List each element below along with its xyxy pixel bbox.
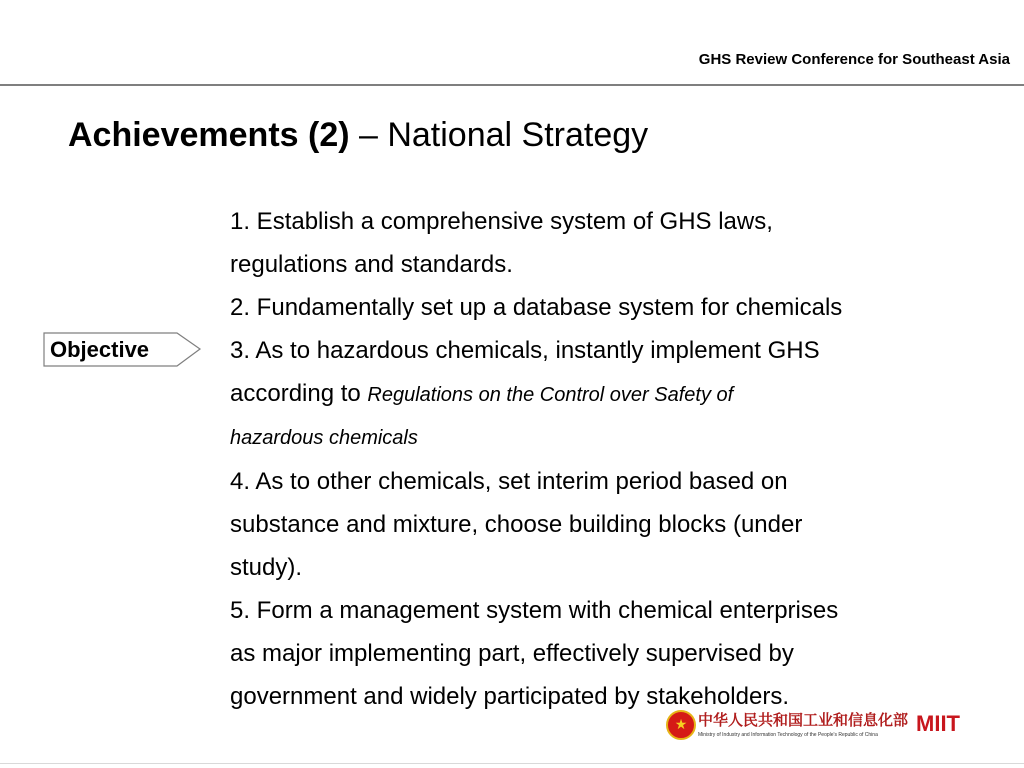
item-5-line-3: government and widely participated by stakeholders. <box>230 683 789 710</box>
slide-title-rest: – National Strategy <box>349 116 649 154</box>
header-divider <box>0 84 1024 86</box>
regulation-title-part-2: hazardous chemicals <box>230 427 418 449</box>
objective-label: Objective <box>50 337 150 362</box>
item-2: 2. Fundamentally set up a database system for chemicals <box>230 294 843 321</box>
item-4-line-2: substance and mixture, choose building blocks (under <box>230 511 803 538</box>
slide-title <box>68 111 648 159</box>
regulation-title-part-1: Regulations on the Control over Safety of <box>367 384 734 406</box>
miit-logo <box>666 709 986 747</box>
objective-content <box>230 200 1010 718</box>
item-5-line-2: as major implementing part, effectively supervised by <box>230 640 794 667</box>
ministry-name-english: Ministry of Industry and Information Technology of the People's Republic of China <box>698 732 878 738</box>
item-3-line-1: 3. As to hazardous chemicals, instantly implement GHS <box>230 337 820 364</box>
item-4-line-1: 4. As to other chemicals, set interim period based on <box>230 468 788 495</box>
item-3-line-2 <box>230 372 1010 417</box>
item-3-prefix: according to <box>230 380 368 407</box>
ministry-name-chinese: 中华人民共和国工业和信息化部 <box>698 711 909 729</box>
national-emblem-icon: ★ <box>666 710 696 740</box>
conference-title: GHS Review Conference for Southeast Asia <box>698 51 1010 68</box>
footer-divider <box>0 763 1024 764</box>
objective-tag <box>43 332 203 368</box>
item-1-line-1: 1. Establish a comprehensive system of GHS laws, <box>230 208 773 235</box>
item-5-line-1: 5. Form a management system with chemical enterprises <box>230 597 839 624</box>
miit-acronym: MIIT <box>916 711 960 736</box>
slide-title-bold: Achievements (2) <box>68 116 350 154</box>
item-1-line-2: regulations and standards. <box>230 251 513 278</box>
item-4-line-3: study). <box>230 554 303 581</box>
